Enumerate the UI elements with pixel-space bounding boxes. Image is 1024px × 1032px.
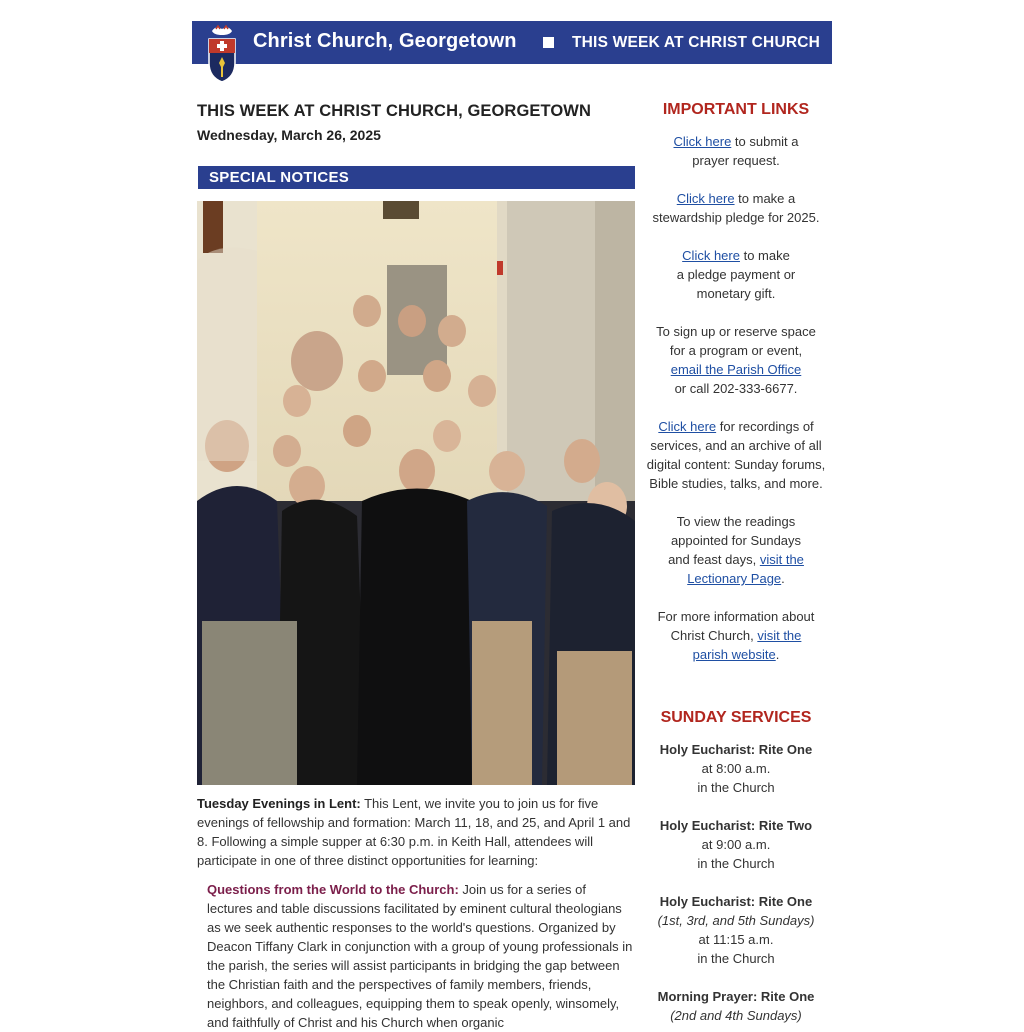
pledge-text: to make a stewardship pledge for 2025. [652,191,820,225]
recordings-block [641,417,831,493]
service-note: (2nd and 4th Sundays) [670,1008,802,1023]
important-links-heading: IMPORTANT LINKS [662,101,810,118]
prayer-request-link[interactable]: Click here [673,134,732,149]
sidebar [641,100,831,1025]
readings-end: . [781,571,785,586]
lectionary-link-part-2[interactable]: Lectionary Page [687,571,782,586]
service-name: Holy Eucharist: Rite One [659,894,813,909]
service-item [641,740,831,797]
service-item [641,987,831,1025]
signup-block [641,322,831,398]
signup-text-1: To sign up or reserve space [656,324,816,339]
questions-text: Join us for a series of lectures and table discussions facilitated by eminent cultural theologians as we seek authentic responses to the world's questions. Organized by Deacon Tiffany Clark in conjunction with a group of young professionals in the parish, the series will assist participants in bridging the gap between the Christian faith and the perspectives of family members, friends, neighbors, and colleagues, equipping them to speak openly, winsomely, and faithfully of Christ and his Church when organic [207,882,633,1030]
info-block [641,607,831,664]
header-separator [543,37,554,48]
service-place: in the Church [697,856,775,871]
info-text-2: Christ Church, [670,628,758,643]
parish-website-link-part-1[interactable]: visit the [757,628,802,643]
header-week-label: THIS WEEK AT CHRIST CHURCH [572,34,821,51]
main-column [197,100,635,1030]
services-list [641,740,831,1025]
service-place: in the Church [697,780,775,795]
payment-link[interactable]: Click here [682,248,740,263]
readings-text-3: and feast days, [668,552,760,567]
service-note: (1st, 3rd, and 5th Sundays) [657,913,815,928]
header-banner [192,21,832,64]
payment-block [641,246,831,303]
recordings-text: for recordings of services, and an archive of all digital content: Sunday forums, Bible studies, talks, and more. [646,419,826,491]
service-name: Holy Eucharist: Rite One [659,742,813,757]
section-bar-special-notices: SPECIAL NOTICES [198,166,635,189]
prayer-request-block [641,132,831,170]
readings-block [641,512,831,588]
prayer-request-text: to submit a prayer request. [692,134,799,168]
payment-text-2: a pledge payment or [676,267,796,282]
service-name: Holy Eucharist: Rite Two [659,818,813,833]
pledge-block [641,189,831,227]
readings-text-2: appointed for Sundays [670,533,802,548]
service-time: at 11:15 a.m. [698,932,774,947]
service-item [641,892,831,968]
lent-text: This Lent, we invite you to join us for five evenings of fellowship and formation: March 11, 18, and 25, and April 1 and 8. Following a simple supper at 6:30 p.m. in Keith Hall, attendees will participate in one of three distinct opportunities for learning: [197,796,631,868]
readings-text-1: To view the readings [676,514,796,529]
info-text-1: For more information about [657,609,815,624]
page-title: THIS WEEK AT CHRIST CHURCH, GEORGETOWN [197,102,591,120]
sunday-services-heading: SUNDAY SERVICES [660,709,812,726]
recordings-link[interactable]: Click here [658,419,717,434]
church-crest-icon [206,25,238,83]
payment-text-3: monetary gift. [696,286,776,301]
service-time: at 9:00 a.m. [701,837,771,852]
payment-text-1: to make [739,248,790,263]
parish-office-email-link[interactable]: email the Parish Office [670,362,802,377]
service-item [641,816,831,873]
lent-heading: Tuesday Evenings in Lent: [197,796,361,811]
service-name: Morning Prayer: Rite One [657,989,815,1004]
info-end: . [775,647,780,662]
page-date: Wednesday, March 26, 2025 [197,127,381,143]
lent-paragraph [197,794,635,870]
service-place: in the Church [697,951,775,966]
pledge-link[interactable]: Click here [676,191,735,206]
signup-phone-text: or call 202-333-6677. [674,381,798,396]
parish-website-link-part-2[interactable]: parish website [692,647,776,662]
group-photo [197,201,635,785]
service-time: at 8:00 a.m. [701,761,771,776]
questions-heading: Questions from the World to the Church: [207,882,459,897]
signup-text-2: for a program or event, [669,343,803,358]
header-church-name: Christ Church, Georgetown [253,30,517,52]
lectionary-link-part-1[interactable]: visit the [759,552,804,567]
questions-paragraph [207,880,635,1032]
